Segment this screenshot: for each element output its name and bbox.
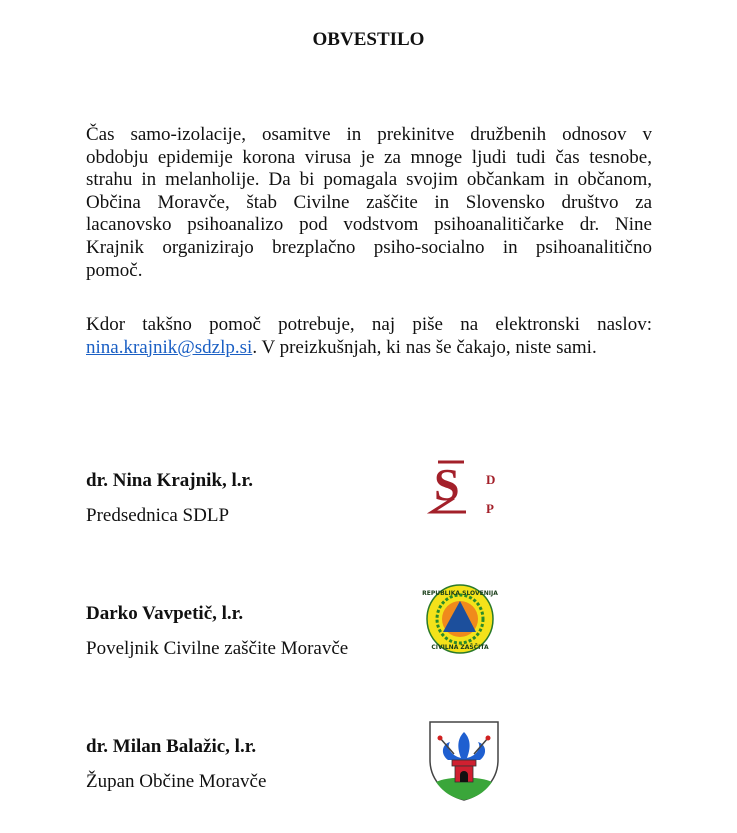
text-line: obdobju epidemije korona virusa je za mnoge ljudi tudi čas tesnobe, xyxy=(86,146,652,168)
text-span: . V preizkušnjah, ki nas še čakajo, niste sami. xyxy=(252,336,597,358)
signatory-role: Predsednica SDLP xyxy=(86,505,230,526)
svg-text:REPUBLIKA SLOVENIJA: REPUBLIKA SLOVENIJA xyxy=(422,590,498,597)
paragraph-contact xyxy=(86,314,652,359)
svg-text:CIVILNA ZAŠČITA: CIVILNA ZAŠČITA xyxy=(431,644,489,651)
svg-text:D: D xyxy=(486,472,496,487)
text-line: pomoč. xyxy=(86,259,143,281)
signatory-name: Darko Vavpetič, l.r. xyxy=(86,603,244,624)
civilna-zascita-logo xyxy=(422,584,498,654)
paragraph-intro xyxy=(86,124,652,282)
text-line: Krajnik organizirajo brezplačno psiho-socialno in psihoanalitično xyxy=(86,236,652,258)
text-line: strahu in melanholije. Da bi pomagala svojim občankam in občanom, xyxy=(86,169,652,191)
sdlp-logo xyxy=(428,458,508,518)
document-title: OBVESTILO xyxy=(312,29,425,50)
svg-text:P: P xyxy=(486,501,494,516)
signatory-role: Poveljnik Civilne zaščite Moravče xyxy=(86,638,349,659)
moravce-coat-of-arms xyxy=(428,720,500,802)
text-line: Občina Moravče, štab Civilne zaščite in Slovensko društvo za xyxy=(86,191,652,213)
signatory-name: dr. Milan Balažic, l.r. xyxy=(86,736,257,757)
text-line: lacanovsko psihoanalizo pod vodstvom psihoanalitičarke dr. Nine xyxy=(86,214,652,236)
signature-block xyxy=(86,603,348,660)
text-line: Kdor takšno pomoč potrebuje, naj piše na elektronski naslov: xyxy=(86,314,652,335)
signature-block xyxy=(86,736,266,793)
signatory-role: Župan Občine Moravče xyxy=(86,771,267,792)
signature-block xyxy=(86,470,253,527)
text-line xyxy=(86,337,652,360)
text-line: Čas samo-izolacije, osamitve in prekinitve družbenih odnosov v xyxy=(86,124,652,145)
svg-text:S: S xyxy=(434,459,460,510)
email-link[interactable]: nina.krajnik@sdzlp.si xyxy=(86,336,253,358)
signatory-name: dr. Nina Krajnik, l.r. xyxy=(86,470,253,491)
